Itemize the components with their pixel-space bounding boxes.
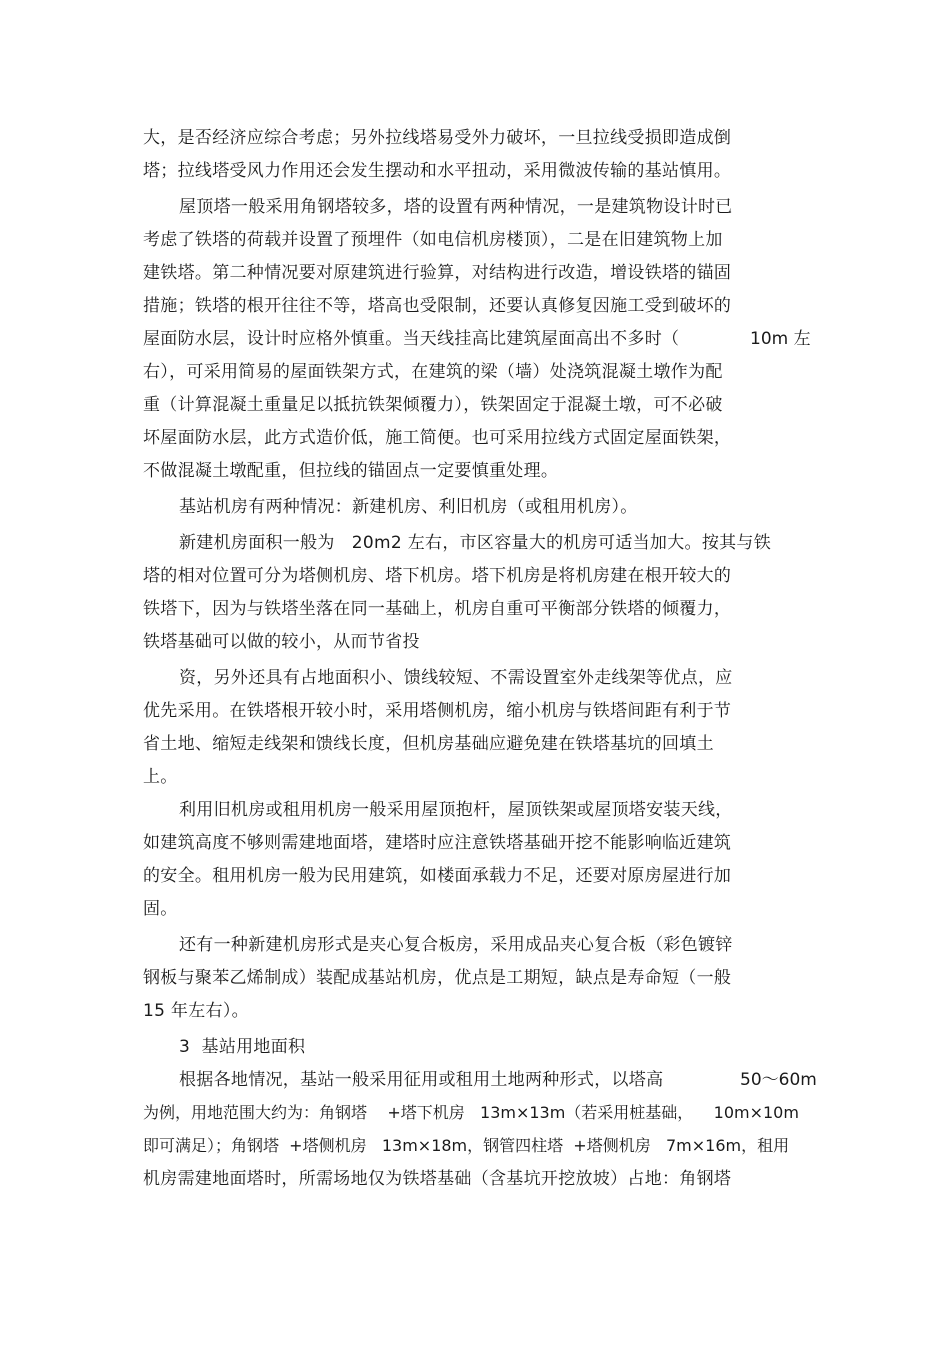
text-line: 屋面防水层，设计时应格外慎重。当天线挂高比建筑屋面高出不多时（	[143, 329, 680, 349]
text-line-fragment: 50～60m	[740, 1070, 817, 1090]
text-line: 考虑了铁塔的荷载并设置了预埋件（如电信机房楼顶），二是在旧建筑物上加	[143, 230, 723, 250]
text-line: 还有一种新建机房形式是夹心复合板房，采用成品夹心复合板（彩色镀锌	[179, 935, 733, 955]
text-line: 钢板与聚苯乙烯制成）装配成基站机房，优点是工期短，缺点是寿命短（一般	[143, 968, 732, 988]
text-line: 屋顶塔一般采用角钢塔较多，塔的设置有两种情况，一是建筑物设计时已	[179, 197, 733, 217]
text-line: 铁塔基础可以做的较小，从而节省投	[143, 632, 420, 652]
text-line: 铁塔下，因为与铁塔坐落在同一基础上，机房自重可平衡部分铁塔的倾覆力，	[143, 599, 732, 619]
text-line: 的安全。租用机房一般为民用建筑，如楼面承载力不足，还要对原房屋进行加	[143, 866, 732, 886]
text-line: 优先采用。在铁塔根开较小时，采用塔侧机房，缩小机房与铁塔间距有利于节	[143, 701, 732, 721]
text-line: 右），可采用简易的屋面铁架方式，在建筑的梁（墙）处浇筑混凝土墩作为配	[143, 362, 723, 382]
text-line: 根据各地情况，基站一般采用征用或租用土地两种形式，以塔高	[179, 1070, 664, 1090]
text-line: 机房需建地面塔时，所需场地仅为铁塔基础（含基坑开挖放坡）占地：角钢塔	[143, 1169, 732, 1189]
text-line: 固。	[143, 899, 178, 919]
text-line: 省土地、缩短走线架和馈线长度，但机房基础应避免建在铁塔基坑的回填土	[143, 734, 714, 754]
text-line: 即可满足）；角钢塔 +塔侧机房 13m×18m，钢管四柱塔 +塔侧机房 7m×16m，租用	[143, 1136, 790, 1155]
text-line-fragment: 10m 左	[750, 329, 811, 349]
text-line: 资，另外还具有占地面积小、馈线较短、不需设置室外走线架等优点，应	[179, 668, 733, 688]
text-line: 不做混凝土墩配重，但拉线的锚固点一定要慎重处理。	[143, 461, 559, 481]
text-line: 重（计算混凝土重量足以抵抗铁架倾覆力），铁架固定于混凝土墩，可不必破	[143, 395, 723, 415]
text-line: 利用旧机房或租用机房一般采用屋顶抱杆，屋顶铁架或屋顶塔安装天线，	[179, 800, 733, 820]
text-line: 塔；拉线塔受风力作用还会发生摆动和水平扭动，采用微波传输的基站慎用。	[143, 161, 732, 181]
text-line: 塔的相对位置可分为塔侧机房、塔下机房。塔下机房是将机房建在根开较大的	[143, 566, 732, 586]
text-line: 15 年左右）。	[143, 1001, 249, 1021]
text-line: 为例，用地范围大约为：角钢塔 +塔下机房 13m×13m（若采用桩基础， 10m×10m	[143, 1103, 799, 1122]
text-line: 措施；铁塔的根开往往不等，塔高也受限制，还要认真修复因施工受到破坏的	[143, 296, 732, 316]
text-line: 新建机房面积一般为 20m2 左右，市区容量大的机房可适当加大。按其与铁	[179, 533, 772, 553]
text-line: 坏屋面防水层，此方式造价低，施工简便。也可采用拉线方式固定屋面铁架，	[143, 428, 732, 448]
text-line: 基站机房有两种情况：新建机房、利旧机房（或租用机房）。	[179, 497, 638, 517]
text-line: 大，是否经济应综合考虑；另外拉线塔易受外力破坏，一旦拉线受损即造成倒	[143, 128, 732, 148]
text-line: 上。	[143, 767, 178, 787]
section-heading: 3 基站用地面积	[179, 1037, 306, 1057]
text-line: 建铁塔。第二种情况要对原建筑进行验算，对结构进行改造，增设铁塔的锚固	[143, 263, 732, 283]
text-line: 如建筑高度不够则需建地面塔，建塔时应注意铁塔基础开挖不能影响临近建筑	[143, 833, 732, 853]
